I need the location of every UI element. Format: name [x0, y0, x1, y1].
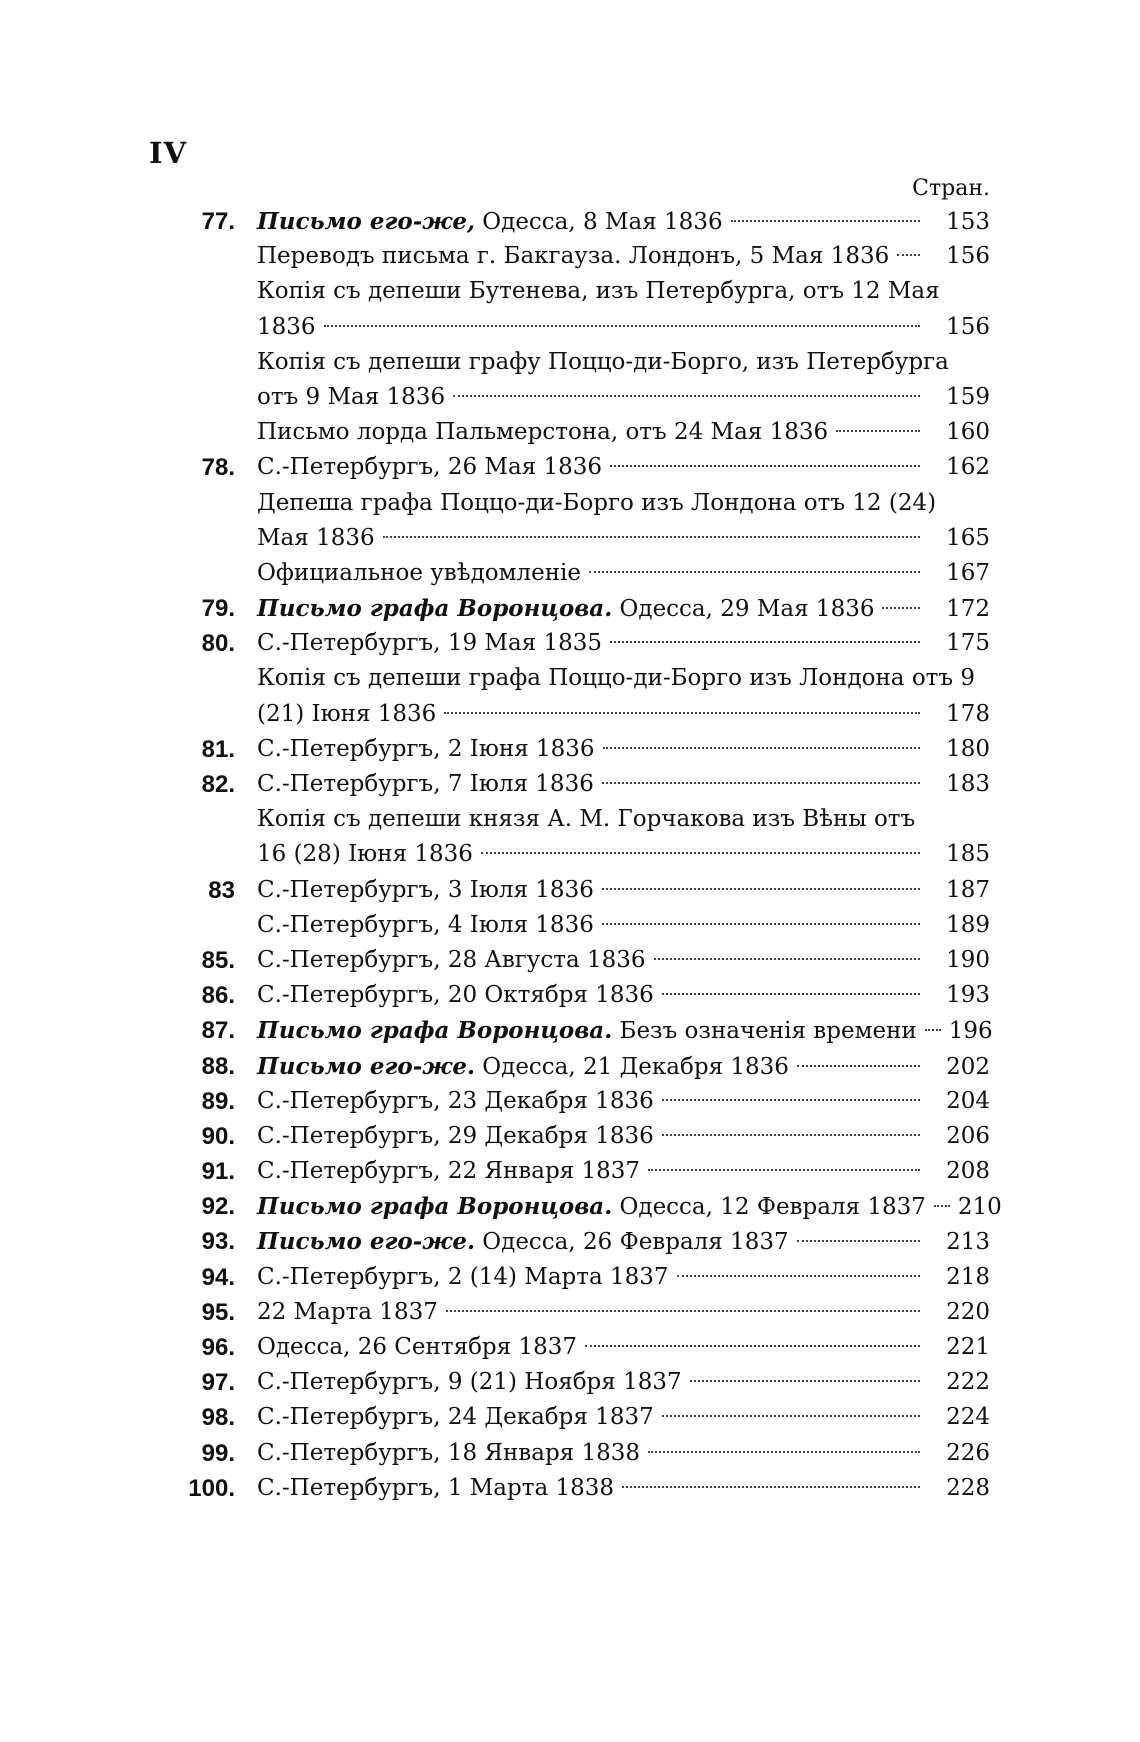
- entry-title: [257, 1013, 917, 1049]
- entry-italic-title: Письмо графа Воронцова.: [257, 1017, 613, 1045]
- page-number: IV: [149, 136, 188, 170]
- entry-content: [257, 1013, 993, 1049]
- entry-title: [257, 380, 445, 415]
- dot-leader: [836, 429, 920, 432]
- dot-leader: [662, 1098, 920, 1101]
- entry-title: [257, 1189, 926, 1225]
- dot-leader: [602, 922, 920, 925]
- entry-title: [257, 943, 646, 978]
- entry-title: [257, 521, 375, 556]
- entry-page-number: 222: [946, 1369, 990, 1396]
- entry-title-text: Копія съ депеши графа Поццо-ди-Борго изъ Лондона отъ 9: [257, 665, 975, 692]
- toc-line: [0, 943, 1140, 978]
- entry-content: [257, 1049, 990, 1085]
- entry-content: [257, 873, 990, 908]
- entry-title: [257, 1330, 577, 1365]
- entry-content: [257, 697, 990, 732]
- entry-content: [257, 978, 990, 1013]
- entry-italic-title: Письмо его-же.: [257, 1052, 475, 1080]
- entry-content: [257, 380, 990, 415]
- toc-line: [0, 1365, 1140, 1400]
- entry-page-number: 189: [946, 911, 990, 938]
- dot-leader: [324, 324, 920, 327]
- entry-content: [257, 908, 990, 943]
- entry-page-number: 180: [946, 735, 990, 762]
- entry-number: 85.: [201, 946, 235, 974]
- entry-title: [257, 239, 889, 274]
- entry-title-text: 22 Марта 1837: [257, 1298, 438, 1325]
- toc-line: [0, 908, 1140, 943]
- entry-number: 79.: [201, 595, 235, 623]
- entry-title: [257, 1224, 789, 1260]
- entry-number: 80.: [201, 630, 235, 658]
- dot-leader: [731, 219, 920, 222]
- entry-title-rest: Одесса, 8 Мая 1836: [474, 209, 723, 235]
- entry-page-number: 224: [946, 1404, 990, 1431]
- toc-line: [0, 802, 1140, 837]
- dot-leader: [453, 394, 920, 397]
- entry-title-text: С.-Петербургъ, 23 Декабря 1836: [257, 1087, 654, 1114]
- entry-page-number: 208: [946, 1158, 990, 1185]
- dot-leader: [797, 1239, 920, 1242]
- entry-title: [257, 873, 594, 908]
- entry-number: 91.: [201, 1158, 235, 1186]
- table-of-contents: [0, 204, 1140, 1506]
- entry-title-text: С.-Петербургъ, 2 (14) Марта 1837: [257, 1263, 669, 1290]
- entry-title-text: Копія съ депеши графу Поццо-ди-Борго, изъ Петербурга: [257, 348, 949, 375]
- entry-page-number: 213: [946, 1229, 990, 1256]
- toc-line: [0, 380, 1140, 415]
- entry-content: [257, 1154, 990, 1189]
- entry-page-number: 178: [946, 700, 990, 727]
- entry-title: [257, 490, 936, 516]
- entry-title-text: Переводъ письма г. Бакгауза. Лондонъ, 5 Мая 1836: [257, 243, 890, 270]
- dot-leader: [882, 606, 920, 609]
- toc-line: [0, 239, 1140, 274]
- entry-page-number: 228: [946, 1474, 990, 1501]
- entry-number: 90.: [201, 1122, 235, 1150]
- dot-leader: [603, 746, 920, 749]
- dot-leader: [662, 992, 920, 995]
- entry-title-text: С.-Петербургъ, 1 Марта 1838: [257, 1474, 615, 1501]
- dot-leader: [690, 1379, 920, 1382]
- entry-content: [257, 1084, 990, 1119]
- entry-title: [257, 204, 723, 240]
- entry-number: 78.: [201, 454, 235, 482]
- dot-leader: [481, 851, 920, 854]
- entry-title-text: С.-Петербургъ, 22 Января 1837: [257, 1158, 641, 1185]
- toc-line: [0, 1224, 1140, 1259]
- dot-leader: [925, 1028, 941, 1031]
- dot-leader: [648, 1450, 920, 1453]
- entry-number: 98.: [201, 1404, 235, 1432]
- toc-line: [0, 1189, 1140, 1224]
- toc-line: [0, 1119, 1140, 1154]
- entry-page-number: 202: [946, 1053, 990, 1080]
- entry-page-number: 196: [948, 1018, 993, 1045]
- entry-content: [257, 591, 990, 627]
- entry-title-text: Одесса, 26 Сентября 1837: [257, 1334, 578, 1360]
- entry-content: [257, 450, 990, 485]
- entry-title: [257, 837, 473, 872]
- entry-title-text: 16 (28) Іюня 1836: [257, 841, 473, 868]
- dot-leader: [677, 1274, 920, 1277]
- entry-title: [257, 1365, 682, 1400]
- entry-title: [257, 806, 915, 832]
- toc-line: [0, 1471, 1140, 1506]
- entry-title: [257, 626, 602, 661]
- toc-line: [0, 1049, 1140, 1084]
- toc-line: [0, 486, 1140, 521]
- toc-line: [0, 626, 1140, 661]
- dot-leader: [602, 887, 920, 890]
- toc-line: [0, 1400, 1140, 1435]
- toc-line: [0, 591, 1140, 626]
- entry-title-text: С.-Петербургъ, 9 (21) Ноября 1837: [257, 1369, 682, 1396]
- entry-title: [257, 1154, 640, 1189]
- entry-title-text: С.-Петербургъ, 3 Іюля 1836: [257, 876, 594, 903]
- entry-page-number: 159: [946, 383, 990, 410]
- dot-leader: [610, 640, 920, 643]
- entry-content: [257, 1400, 990, 1435]
- entry-title-text: (21) Іюня 1836: [257, 700, 437, 727]
- entry-number: 93.: [201, 1228, 235, 1256]
- toc-line: [0, 345, 1140, 380]
- dot-leader: [897, 253, 920, 256]
- dot-leader: [383, 535, 920, 538]
- column-label: Стран.: [912, 176, 990, 201]
- entry-title: [257, 732, 595, 767]
- entry-title-text: С.-Петербургъ, 24 Декабря 1837: [257, 1404, 654, 1431]
- entry-content: [257, 274, 990, 309]
- entry-number: 96.: [201, 1334, 235, 1361]
- entry-content: [257, 943, 990, 978]
- entry-title: [257, 1119, 654, 1154]
- dot-leader: [662, 1133, 920, 1136]
- entry-page-number: 193: [946, 982, 990, 1009]
- entry-page-number: 172: [946, 596, 990, 623]
- entry-content: [257, 556, 990, 591]
- entry-number: 94.: [201, 1263, 235, 1291]
- entry-number: 86.: [201, 982, 235, 1010]
- dot-leader: [648, 1168, 920, 1171]
- entry-italic-title: Письмо его-же,: [257, 208, 475, 235]
- entry-page-number: 204: [946, 1087, 990, 1114]
- entry-title-text: С.-Петербургъ, 20 Октября 1836: [257, 982, 654, 1009]
- entry-page-number: 183: [946, 771, 990, 797]
- entry-page-number: 226: [946, 1439, 990, 1466]
- entry-number: 97.: [201, 1369, 235, 1397]
- entry-title: [257, 1260, 669, 1295]
- entry-content: [257, 1471, 990, 1506]
- entry-content: [257, 521, 990, 556]
- dot-leader: [585, 1344, 920, 1347]
- entry-page-number: 156: [946, 313, 990, 340]
- toc-line: [0, 274, 1140, 309]
- dot-leader: [662, 1414, 920, 1417]
- entry-title: [257, 1400, 654, 1435]
- entry-page-number: 187: [946, 876, 990, 903]
- entry-content: [257, 626, 990, 661]
- entry-title-text: Письмо лорда Пальмерстона, отъ 24 Мая 1836: [257, 419, 829, 446]
- entry-title-text: отъ 9 Мая 1836: [257, 383, 446, 410]
- entry-page-number: 220: [946, 1298, 990, 1325]
- entry-page-number: 162: [946, 454, 990, 481]
- entry-italic-title: Письмо графа Воронцова.: [257, 595, 613, 623]
- entry-content: [257, 1119, 990, 1154]
- entry-content: [257, 1436, 990, 1471]
- entry-number: 89.: [201, 1087, 235, 1115]
- entry-content: [257, 239, 990, 274]
- entry-title: [257, 310, 316, 345]
- entry-content: [257, 661, 990, 696]
- dot-leader: [654, 957, 920, 960]
- entry-number: 83: [208, 876, 235, 904]
- toc-line: [0, 1330, 1140, 1365]
- toc-line: [0, 661, 1140, 696]
- toc-line: [0, 732, 1140, 767]
- entry-title: [257, 349, 949, 375]
- toc-line: [0, 1295, 1140, 1330]
- entry-title-text: С.-Петербургъ, 7 Іюля 1836: [257, 771, 594, 797]
- entry-content: [257, 310, 990, 345]
- toc-line: [0, 697, 1140, 732]
- entry-title: [257, 450, 602, 485]
- entry-content: [257, 1189, 1002, 1225]
- entry-page-number: 156: [946, 243, 990, 270]
- entry-page-number: 160: [946, 419, 990, 446]
- entry-content: [257, 1295, 990, 1330]
- toc-line: [0, 310, 1140, 345]
- dot-leader: [444, 711, 920, 714]
- entry-title: [257, 556, 581, 591]
- entry-number: 95.: [201, 1298, 235, 1326]
- entry-title: [257, 1049, 789, 1085]
- entry-title-rest: Безъ означенія времени: [612, 1018, 917, 1045]
- entry-page-number: 165: [946, 524, 990, 551]
- entry-title: [257, 1471, 614, 1506]
- entry-content: [257, 802, 990, 837]
- toc-line: [0, 1154, 1140, 1189]
- dot-leader: [934, 1204, 950, 1207]
- entry-page-number: 218: [946, 1263, 990, 1290]
- entry-page-number: 175: [946, 630, 990, 657]
- entry-page-number: 185: [946, 841, 990, 868]
- toc-line: [0, 978, 1140, 1013]
- entry-title: [257, 697, 436, 732]
- toc-line: [0, 1084, 1140, 1119]
- entry-title: [257, 278, 940, 304]
- entry-number: 81.: [201, 735, 235, 763]
- toc-line: [0, 450, 1140, 485]
- entry-content: [257, 345, 990, 380]
- entry-title-text: 1836: [257, 313, 316, 340]
- entry-page-number: 206: [946, 1122, 990, 1149]
- entry-content: [257, 415, 990, 450]
- entry-title: [257, 978, 654, 1013]
- entry-title-text: С.-Петербургъ, 28 Августа 1836: [257, 946, 646, 973]
- entry-content: [257, 767, 990, 802]
- toc-line: [0, 521, 1140, 556]
- entry-title-text: Мая 1836: [257, 524, 375, 551]
- entry-title-rest: Одесса, 12 Февраля 1837: [612, 1194, 926, 1221]
- entry-number: 100.: [188, 1474, 235, 1502]
- toc-line: [0, 415, 1140, 450]
- toc-line: [0, 1436, 1140, 1471]
- entry-page-number: 153: [946, 209, 990, 235]
- entry-number: 82.: [201, 771, 235, 798]
- entry-number: 87.: [201, 1017, 235, 1045]
- entry-number: 92.: [201, 1193, 235, 1221]
- dot-leader: [602, 781, 920, 784]
- toc-line: [0, 1260, 1140, 1295]
- entry-number: 88.: [201, 1052, 235, 1080]
- entry-content: [257, 1365, 990, 1400]
- dot-leader: [589, 570, 920, 573]
- entry-number: 77.: [201, 208, 235, 235]
- toc-line: [0, 837, 1140, 872]
- entry-content: [257, 1260, 990, 1295]
- entry-content: [257, 1330, 990, 1365]
- entry-title-text: Официальное увѣдомленіе: [257, 559, 582, 586]
- entry-title-rest: Одесса, 21 Декабря 1836: [474, 1053, 789, 1080]
- entry-title: [257, 415, 828, 450]
- entry-title-text: С.-Петербургъ, 4 Іюля 1836: [257, 911, 594, 938]
- entry-page-number: 221: [946, 1334, 990, 1360]
- toc-line: [0, 204, 1140, 239]
- toc-line: [0, 873, 1140, 908]
- entry-title-rest: Одесса, 29 Мая 1836: [612, 596, 875, 623]
- entry-number: 99.: [201, 1439, 235, 1467]
- entry-italic-title: Письмо его-же.: [257, 1228, 475, 1256]
- toc-line: [0, 767, 1140, 802]
- dot-leader: [622, 1485, 920, 1488]
- entry-title: [257, 591, 874, 627]
- entry-page-number: 190: [946, 946, 990, 973]
- entry-content: [257, 732, 990, 767]
- toc-line: [0, 1013, 1140, 1048]
- entry-page-number: 210: [957, 1194, 1002, 1221]
- entry-title-text: Депеша графа Поццо-ди-Борго изъ Лондона отъ 12 (24): [257, 489, 937, 516]
- dot-leader: [446, 1309, 920, 1312]
- dot-leader: [797, 1064, 920, 1067]
- entry-content: [257, 204, 990, 240]
- entry-title-text: С.-Петербургъ, 29 Декабря 1836: [257, 1122, 654, 1149]
- entry-title-text: Копія съ депеши Бутенева, изъ Петербурга, отъ 12 Мая: [257, 278, 940, 305]
- entry-content: [257, 486, 990, 521]
- entry-title: [257, 908, 594, 943]
- entry-title: [257, 665, 975, 691]
- entry-title-text: Копія съ депеши князя А. М. Горчакова изъ Вѣны отъ: [257, 806, 916, 833]
- dot-leader: [610, 464, 920, 467]
- entry-title: [257, 1436, 640, 1471]
- entry-content: [257, 837, 990, 872]
- entry-title: [257, 1295, 438, 1330]
- entry-title-rest: Одесса, 26 Февраля 1837: [474, 1229, 789, 1256]
- entry-page-number: 167: [946, 559, 990, 586]
- entry-title: [257, 767, 594, 802]
- entry-title-text: С.-Петербургъ, 18 Января 1838: [257, 1439, 641, 1466]
- entry-italic-title: Письмо графа Воронцова.: [257, 1193, 613, 1221]
- entry-title-text: С.-Петербургъ, 2 Іюня 1836: [257, 735, 595, 762]
- entry-content: [257, 1224, 990, 1260]
- entry-title-text: С.-Петербургъ, 26 Мая 1836: [257, 454, 603, 481]
- entry-title-text: С.-Петербургъ, 19 Мая 1835: [257, 630, 603, 657]
- toc-line: [0, 556, 1140, 591]
- entry-title: [257, 1084, 654, 1119]
